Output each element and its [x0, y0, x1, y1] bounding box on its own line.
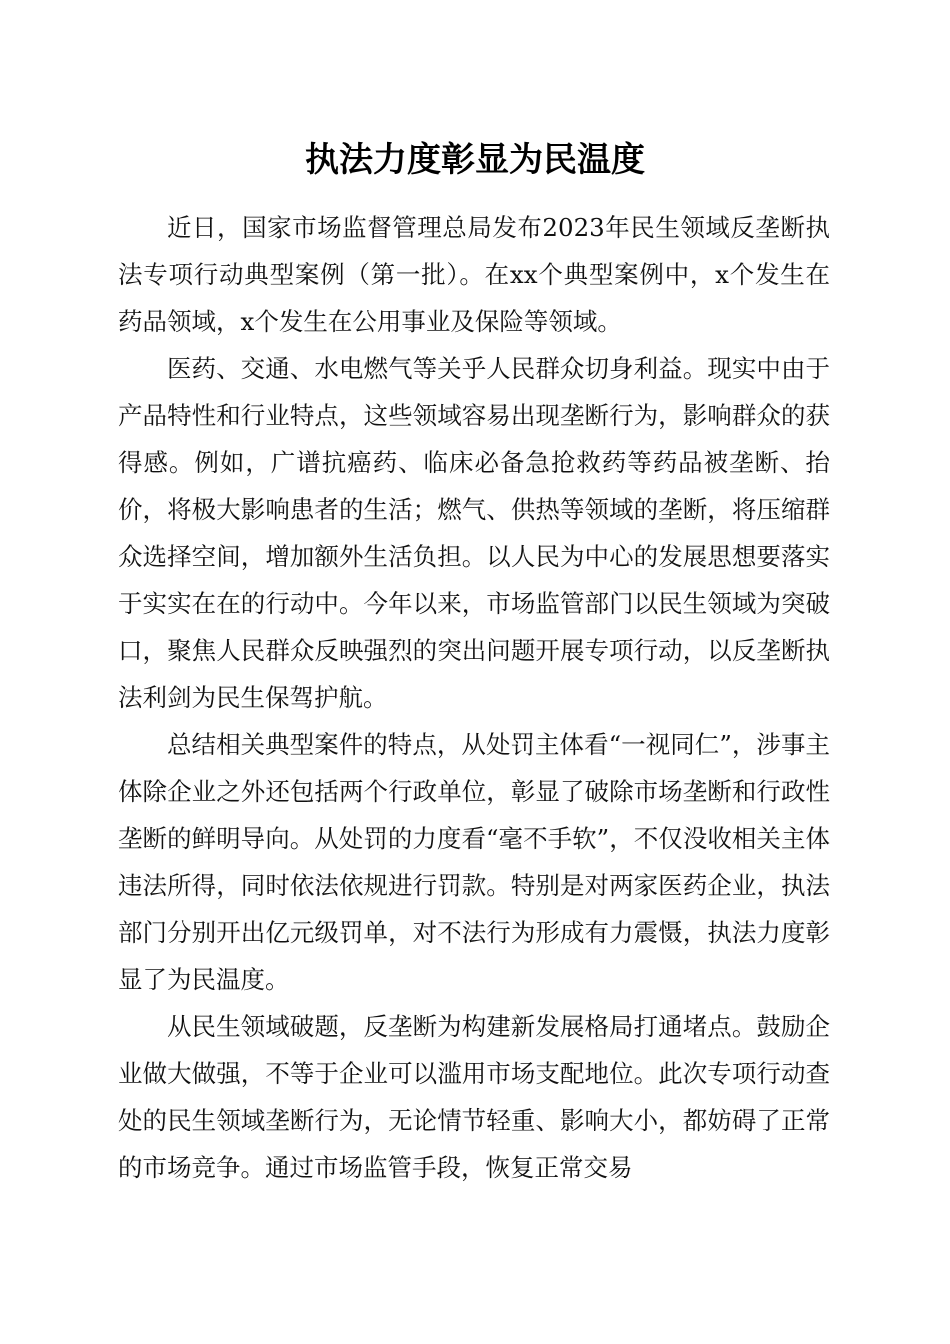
- paragraph: 近日，国家市场监督管理总局发布2023年民生领域反垄断执法专项行动典型案例（第一批）。在xx个典型案例中，x个发生在药品领域，x个发生在公用事业及保险等领域。: [118, 213, 830, 336]
- document-title: 执法力度彰显为民温度: [305, 140, 645, 180]
- document-body: [118, 204, 830, 1191]
- paragraph: 总结相关典型案件的特点，从处罚主体看“一视同仁”，涉事主体除企业之外还包括两个行政单位，彰显了破除市场垄断和行政性垄断的鲜明导向。从处罚的力度看“毫不手软”，不仅没收相关主体违法所得，同时依法依规进行罚款。特别是对两家医药企业，执法部门分别开出亿元级罚单，对不法行为形成有力震慑，执法力度彰显了为民温度。: [118, 730, 830, 994]
- paragraph: 从民生领域破题，反垄断为构建新发展格局打通堵点。鼓励企业做大做强，不等于企业可以滥用市场支配地位。此次专项行动查处的民生领域垄断行为，无论情节轻重、影响大小，都妨碍了正常的市场竞争。通过市场监管手段，恢复正常交易: [118, 1012, 830, 1182]
- paragraph: 医药、交通、水电燃气等关乎人民群众切身利益。现实中由于产品特性和行业特点，这些领域容易出现垄断行为，影响群众的获得感。例如，广谱抗癌药、临床必备急抢救药等药品被垄断、抬价，将极大影响患者的生活；燃气、供热等领域的垄断，将压缩群众选择空间，增加额外生活负担。以人民为中心的发展思想要落实于实实在在的行动中。今年以来，市场监管部门以民生领域为突破口，聚焦人民群众反映强烈的突出问题开展专项行动，以反垄断执法利剑为民生保驾护航。: [118, 354, 830, 712]
